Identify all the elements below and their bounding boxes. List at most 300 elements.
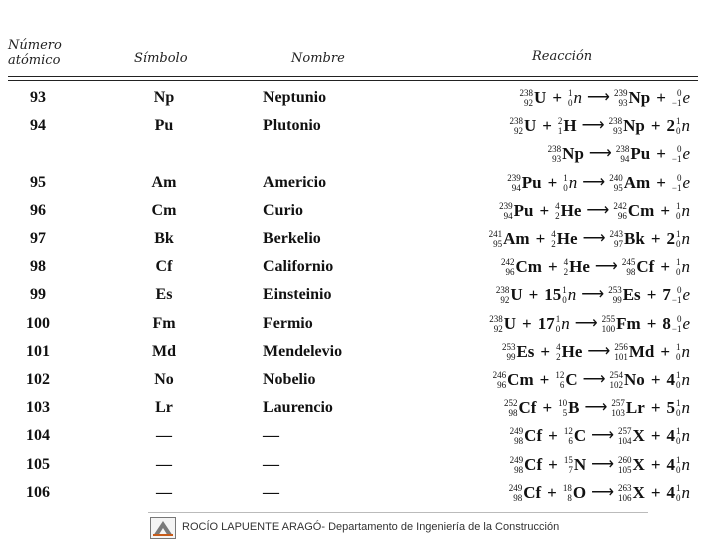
symbol-cell: No <box>154 371 174 388</box>
nuclide <box>558 114 577 138</box>
mass-number: 239 <box>507 172 521 183</box>
atomic-number: 0 <box>676 351 681 362</box>
nuclide-coefficient: 4 <box>666 370 675 389</box>
symbol-cell: Md <box>152 342 176 360</box>
element-symbol: e <box>682 172 690 192</box>
isotope-numbers <box>672 173 682 193</box>
mass-number: 15 <box>563 454 573 465</box>
name-cell: Fermio <box>263 314 313 332</box>
atomic-number: 0 <box>555 323 561 334</box>
name-cell: Curio <box>263 201 303 219</box>
element-symbol: O <box>572 482 587 502</box>
isotope-numbers <box>676 229 681 249</box>
table-row <box>0 283 720 307</box>
name-cell: Berkelio <box>263 230 321 247</box>
plus-sign: + <box>656 88 666 107</box>
atomic-number: 98 <box>508 408 518 419</box>
mass-number: 1 <box>676 341 681 352</box>
mass-number: 4 <box>555 200 560 211</box>
nuclide <box>509 114 536 138</box>
nuclide-coefficient: 8 <box>662 313 671 333</box>
isotope-numbers <box>551 229 556 249</box>
mass-number: 249 <box>508 482 523 493</box>
element-symbol: He <box>556 229 578 248</box>
element-symbol: Cm <box>515 257 542 277</box>
name-cell: Californio <box>263 258 334 276</box>
mass-number: 243 <box>609 229 624 239</box>
mass-number: 238 <box>489 313 503 324</box>
nuclide <box>602 312 641 336</box>
mass-number: 0 <box>676 88 682 98</box>
isotope-numbers <box>507 173 521 193</box>
isotope-numbers <box>622 257 636 277</box>
isotope-numbers <box>509 483 523 503</box>
mass-number: 239 <box>499 200 513 211</box>
atomic-number-cell: 93 <box>30 89 46 106</box>
mass-number: 1 <box>676 200 681 211</box>
mass-number: 0 <box>676 144 682 155</box>
isotope-numbers <box>555 370 564 390</box>
table-row <box>0 171 720 195</box>
nuclide <box>501 255 542 279</box>
nuclide-coefficient: 4 <box>666 482 675 502</box>
symbol-cell: Am <box>151 173 177 191</box>
element-symbol: Cf <box>523 482 542 502</box>
nuclide <box>667 396 691 420</box>
element-symbol: Lr <box>625 398 645 418</box>
atomic-number: 0 <box>563 182 568 193</box>
nuclide <box>662 283 690 307</box>
nuclide <box>555 368 577 392</box>
element-symbol: n <box>681 398 690 418</box>
symbol-cell: — <box>156 455 172 473</box>
atomic-number: 0 <box>676 239 681 249</box>
arrow-icon: ⟶ <box>584 399 607 417</box>
plus-sign: + <box>650 426 661 446</box>
element-symbol: Bk <box>624 229 645 248</box>
atomic-number: 0 <box>676 126 681 137</box>
mass-number: 256 <box>614 341 628 352</box>
element-symbol: Np <box>623 116 645 136</box>
mass-number: 0 <box>676 285 682 296</box>
atomic-number: 96 <box>617 210 627 221</box>
mass-number: 2 <box>557 116 563 127</box>
isotope-numbers <box>489 229 503 249</box>
isotope-numbers <box>609 116 623 136</box>
element-symbol: e <box>682 313 690 333</box>
atomic-number-cell: 95 <box>30 173 46 191</box>
atomic-number: 0 <box>676 436 681 447</box>
element-symbol: n <box>567 285 577 305</box>
mass-number: 12 <box>563 426 573 437</box>
nuclide <box>499 199 533 223</box>
mass-number: 257 <box>611 398 625 409</box>
table-row <box>0 340 720 364</box>
element-symbol: Fm <box>616 313 641 333</box>
mass-number: 4 <box>556 341 561 352</box>
atomic-number: 102 <box>609 380 624 390</box>
mass-number: 260 <box>618 454 632 465</box>
nuclide <box>564 255 590 279</box>
isotope-numbers <box>676 116 681 136</box>
table-row <box>0 453 720 477</box>
nuclide <box>538 312 570 336</box>
nuclide <box>493 368 534 392</box>
reaction-cell <box>507 171 690 195</box>
atomic-number: 92 <box>524 98 534 108</box>
nuclide <box>544 283 576 307</box>
name-cell: — <box>263 483 279 501</box>
nuclide-coefficient: 2 <box>666 116 675 136</box>
isotope-numbers <box>496 285 510 305</box>
plus-sign: + <box>535 229 546 248</box>
nuclide <box>563 171 577 195</box>
mass-number: 4 <box>563 257 569 268</box>
nuclide <box>564 453 586 477</box>
reaction-cell <box>489 312 690 336</box>
table-row <box>0 255 720 279</box>
atomic-number: −1 <box>671 98 682 108</box>
symbol-cell: Np <box>153 89 175 106</box>
symbol-cell: Pu <box>154 117 174 135</box>
atomic-number-cell: 94 <box>30 117 46 135</box>
atomic-number: 93 <box>613 126 623 137</box>
nuclide <box>502 340 534 364</box>
reaction-cell <box>520 86 690 110</box>
atomic-number: 103 <box>611 408 625 419</box>
atomic-number: 96 <box>497 380 507 390</box>
atomic-number-cell: 101 <box>26 342 50 360</box>
reaction-cell <box>489 227 690 251</box>
isotope-numbers <box>602 314 616 334</box>
nuclide <box>548 142 584 166</box>
arrow-icon: ⟶ <box>591 455 614 473</box>
name-cell: Laurencio <box>263 399 333 417</box>
plus-sign: + <box>656 144 666 164</box>
element-symbol: No <box>624 370 645 389</box>
symbol-cell: Bk <box>154 230 174 247</box>
atomic-number: 0 <box>676 210 681 221</box>
element-symbol: Pu <box>513 200 534 220</box>
symbol-cell: Cf <box>155 258 173 276</box>
element-symbol: C <box>573 426 587 446</box>
nuclide-coefficient: 15 <box>544 285 562 305</box>
element-symbol: He <box>560 200 582 220</box>
atomic-number: 7 <box>568 464 573 475</box>
reaction-cell <box>496 283 690 307</box>
arrow-icon: ⟶ <box>591 483 614 501</box>
mass-number: 18 <box>562 482 572 493</box>
atomic-number-cell: 100 <box>26 314 50 332</box>
nuclide <box>610 368 645 392</box>
element-symbol: X <box>632 426 645 446</box>
arrow-icon: ⟶ <box>581 117 604 135</box>
isotope-numbers <box>564 455 573 475</box>
element-symbol: Cf <box>636 257 655 277</box>
isotope-numbers <box>556 342 561 362</box>
element-symbol: Es <box>516 341 535 361</box>
element-symbol: Am <box>623 172 651 192</box>
element-symbol: B <box>568 398 580 418</box>
element-symbol: N <box>573 454 587 474</box>
plus-sign: + <box>547 257 558 277</box>
mass-number: 240 <box>609 172 623 183</box>
mass-number: 238 <box>615 144 630 155</box>
element-symbol: U <box>523 116 537 136</box>
mass-number: 249 <box>509 426 524 437</box>
mass-number: 253 <box>501 341 516 352</box>
mass-number: 1 <box>676 482 681 493</box>
mass-number: 4 <box>551 229 556 239</box>
nuclide <box>510 453 542 477</box>
mass-number: 1 <box>676 426 681 437</box>
isotope-numbers <box>618 483 632 503</box>
table-row <box>0 142 720 166</box>
table-row <box>0 312 720 336</box>
atomic-number: 98 <box>626 267 636 278</box>
element-symbol: n <box>561 313 570 333</box>
atomic-number-cell: 96 <box>30 201 46 219</box>
atomic-number: 95 <box>493 239 503 249</box>
atomic-number: 2 <box>563 267 569 278</box>
element-symbol: n <box>681 229 690 248</box>
element-symbol: Cf <box>524 426 543 446</box>
nuclide <box>504 396 536 420</box>
isotope-numbers <box>609 173 623 193</box>
isotope-numbers <box>493 370 507 390</box>
atomic-number: 98 <box>514 464 524 475</box>
nuclide <box>618 481 645 505</box>
atomic-number-cell: 99 <box>30 286 46 304</box>
reaction-cell <box>493 368 690 392</box>
mass-number: 1 <box>555 313 561 324</box>
atomic-number: 92 <box>513 126 523 137</box>
plus-sign: + <box>548 426 558 446</box>
atomic-number: −1 <box>671 182 682 193</box>
table-row <box>0 227 720 251</box>
element-symbol: n <box>681 257 690 277</box>
atomic-number: 0 <box>562 295 567 306</box>
element-symbol: H <box>563 116 577 136</box>
atomic-number: 5 <box>562 408 568 419</box>
isotope-numbers <box>611 398 625 418</box>
symbol-cell: — <box>156 483 172 501</box>
mass-number: 238 <box>608 116 623 127</box>
arrow-icon: ⟶ <box>582 230 605 247</box>
nuclide <box>676 340 690 364</box>
atomic-number: 1 <box>557 126 563 137</box>
element-symbol: n <box>681 482 690 502</box>
arrow-icon: ⟶ <box>587 342 610 360</box>
atomic-number: −1 <box>671 154 682 165</box>
atomic-number: 95 <box>613 182 623 193</box>
table-row <box>0 396 720 420</box>
element-symbol: Cf <box>518 398 537 418</box>
mass-number: 1 <box>676 116 681 127</box>
atomic-number: 6 <box>559 380 565 390</box>
reaction-cell <box>499 199 690 223</box>
nuclide <box>667 481 691 505</box>
name-cell: Neptunio <box>263 89 327 106</box>
nuclide <box>667 424 691 448</box>
atomic-number: 0 <box>676 492 681 503</box>
plus-sign: + <box>528 285 539 305</box>
footer-credit: ROCÍO LAPUENTE ARAGÓ- Departamento de Ingeniería de la Construcción <box>182 521 560 533</box>
nuclide <box>510 424 542 448</box>
nuclide <box>489 312 516 336</box>
isotope-numbers <box>510 455 524 475</box>
element-symbol: n <box>681 116 690 136</box>
isotope-numbers <box>676 370 681 390</box>
nuclide-coefficient: 2 <box>666 229 675 248</box>
symbol-cell: Cm <box>151 201 177 219</box>
nuclide <box>614 340 654 364</box>
isotope-numbers <box>562 285 567 305</box>
nuclide <box>555 199 581 223</box>
nuclide <box>610 227 645 251</box>
mass-number: 242 <box>613 200 627 211</box>
atomic-number-cell: 105 <box>26 455 50 473</box>
plus-sign: + <box>660 341 670 361</box>
atomic-number: 93 <box>618 98 628 108</box>
atomic-number: 0 <box>676 464 681 475</box>
plus-sign: + <box>650 229 661 248</box>
mass-number: 1 <box>676 229 681 239</box>
nuclide <box>609 114 645 138</box>
university-logo-icon <box>150 517 176 539</box>
element-symbol: e <box>682 144 690 164</box>
arrow-icon: ⟶ <box>594 258 617 276</box>
nuclide-coefficient: 7 <box>662 285 671 305</box>
mass-number: 1 <box>676 257 681 268</box>
isotope-numbers <box>676 426 681 446</box>
atomic-number: 2 <box>556 351 561 362</box>
element-symbol: n <box>681 200 690 220</box>
table-row <box>0 424 720 448</box>
atomic-number-cell: 106 <box>26 483 50 501</box>
header-rule-top <box>8 76 698 77</box>
element-symbol: n <box>573 88 583 107</box>
plus-sign: + <box>547 172 558 192</box>
nuclide <box>558 396 579 420</box>
atomic-number: 8 <box>567 492 572 503</box>
atomic-number: 2 <box>555 210 560 221</box>
isotope-numbers <box>618 426 632 446</box>
arrow-icon: ⟶ <box>582 173 605 191</box>
isotope-numbers <box>676 257 681 277</box>
isotope-numbers <box>672 285 682 305</box>
isotope-numbers <box>568 88 573 108</box>
element-symbol: C <box>565 370 578 389</box>
element-symbol: n <box>681 370 690 389</box>
arrow-icon: ⟶ <box>586 201 609 219</box>
isotope-numbers <box>610 370 624 390</box>
atomic-number: 96 <box>505 267 515 278</box>
nuclide <box>496 283 523 307</box>
atomic-number: 99 <box>506 351 516 362</box>
element-symbol: n <box>568 172 578 192</box>
element-symbol: U <box>503 313 517 333</box>
isotope-numbers <box>558 398 567 418</box>
isotope-numbers <box>556 314 561 334</box>
element-symbol: X <box>632 482 645 502</box>
isotope-numbers <box>676 483 681 503</box>
plus-sign: + <box>539 200 550 220</box>
atomic-number: 94 <box>503 210 513 221</box>
isotope-numbers <box>676 342 681 362</box>
atomic-number: 98 <box>513 492 523 503</box>
isotope-numbers <box>555 201 560 221</box>
nuclide <box>520 86 547 110</box>
element-symbol: Es <box>622 285 641 305</box>
reaction-cell <box>504 396 690 420</box>
mass-number: 255 <box>601 313 616 324</box>
isotope-numbers <box>676 455 681 475</box>
plus-sign: + <box>522 313 532 333</box>
nuclide <box>614 86 650 110</box>
atomic-number: 104 <box>618 436 632 447</box>
plus-sign: + <box>540 341 551 361</box>
mass-number: 1 <box>676 398 681 409</box>
element-symbol: e <box>682 285 690 305</box>
atomic-number: 0 <box>568 98 573 108</box>
symbol-cell: — <box>156 427 172 445</box>
plus-sign: + <box>650 116 661 136</box>
plus-sign: + <box>650 370 661 389</box>
element-symbol: e <box>682 88 690 107</box>
element-symbol: Np <box>628 88 651 107</box>
nuclide <box>608 283 640 307</box>
element-symbol: He <box>561 341 583 361</box>
arrow-icon: ⟶ <box>582 371 605 388</box>
table-row <box>0 368 720 392</box>
isotope-numbers <box>616 144 630 164</box>
footer <box>148 512 648 541</box>
nuclide <box>667 368 691 392</box>
mass-number: 238 <box>547 144 562 155</box>
element-symbol: n <box>681 454 690 474</box>
mass-number: 252 <box>504 398 518 409</box>
plus-sign: + <box>650 398 661 418</box>
table-row <box>0 114 720 138</box>
element-symbol: U <box>534 88 547 107</box>
header-nombre: Nombre <box>291 51 345 66</box>
mass-number: 0 <box>676 313 682 324</box>
element-symbol: Cm <box>507 370 534 389</box>
name-cell: — <box>263 427 279 445</box>
nuclide-coefficient: 4 <box>666 426 675 446</box>
name-cell: Nobelio <box>263 371 316 388</box>
nuclide <box>609 171 650 195</box>
atomic-number: −1 <box>671 323 682 334</box>
arrow-icon: ⟶ <box>574 314 597 332</box>
table-row <box>0 199 720 223</box>
nuclide <box>676 199 690 223</box>
atomic-number-cell: 103 <box>26 399 50 417</box>
reaction-cell <box>502 340 690 364</box>
nuclide <box>613 199 654 223</box>
isotope-numbers <box>676 398 681 418</box>
nuclide <box>662 312 690 336</box>
reaction-cell <box>510 424 690 448</box>
isotope-numbers <box>502 342 516 362</box>
plus-sign: + <box>650 482 661 502</box>
isotope-numbers <box>676 201 681 221</box>
table-row <box>0 481 720 505</box>
element-symbol: Pu <box>630 144 651 164</box>
atomic-number: 99 <box>612 295 622 306</box>
isotope-numbers <box>672 314 682 334</box>
